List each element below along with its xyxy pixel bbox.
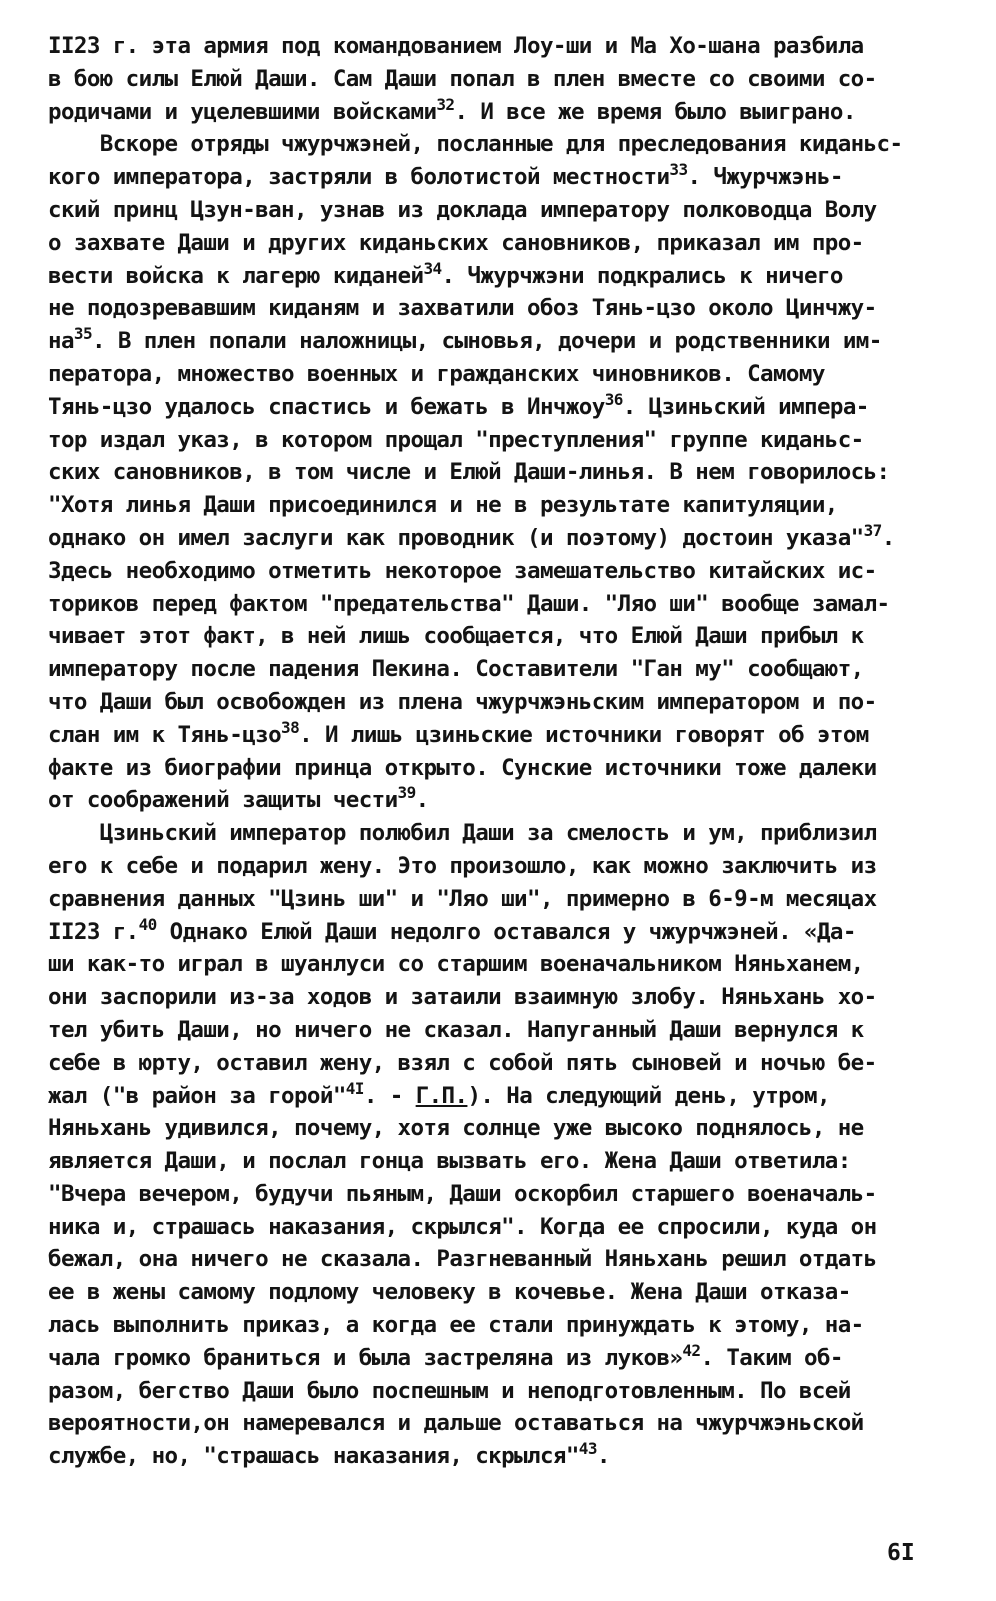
text-line xyxy=(48,1047,928,1080)
text-line xyxy=(48,30,928,63)
text-line xyxy=(48,1178,928,1211)
footnote-ref: 43 xyxy=(578,1439,597,1459)
text-segment: Однако Елюй Даши недолго оставался у чжурчжэней. «Да- xyxy=(156,918,856,945)
text-segment: на xyxy=(48,328,74,355)
footnote-ref: 34 xyxy=(423,258,442,278)
footnote-ref: 37 xyxy=(863,520,882,540)
footnote-ref: 4I xyxy=(345,1078,364,1098)
footnote-ref: 36 xyxy=(604,389,623,409)
text-segment: ский принц Цзун-ван, узнав из доклада императору полководца Волу xyxy=(48,196,877,223)
text-segment: ника и, страшась наказания, скрылся". Когда ее спросили, куда он xyxy=(48,1213,877,1240)
text-segment: слан им к Тянь-цзо xyxy=(48,721,282,748)
page-text xyxy=(48,30,928,1473)
text-segment: службе, но, "страшась наказания, скрылся" xyxy=(48,1443,579,1470)
text-segment: родичами и уцелевшими войсками xyxy=(48,98,437,125)
text-line xyxy=(48,620,928,653)
text-segment: ператора, множество военных и гражданских чиновников. Самому xyxy=(48,360,825,387)
text-segment: Тянь-цзо удалось спастись и бежать в Инчжоу xyxy=(48,393,605,420)
text-segment: тел убить Даши, но ничего не сказал. Напуганный Даши вернулся к xyxy=(48,1016,864,1043)
text-segment: о захвате Даши и других киданьских сановников, приказал им про- xyxy=(48,229,864,256)
footnote-ref: 42 xyxy=(682,1340,701,1360)
text-segment: ториков перед фактом "предательства" Даши. "Ляо ши" вообще замал- xyxy=(48,590,890,617)
text-line xyxy=(48,948,928,981)
text-line xyxy=(48,883,928,916)
text-line xyxy=(48,1112,928,1145)
text-segment: . xyxy=(596,1443,610,1470)
text-segment: . В плен попали наложницы, сыновья, дочери и родственники им- xyxy=(91,328,882,355)
text-line xyxy=(48,1342,928,1375)
text-segment: тор издал указ, в котором прощал "преступления" группе киданьс- xyxy=(48,426,864,453)
text-line xyxy=(48,1309,928,1342)
text-segment: бежал, она ничего не сказала. Разгневанный Няньхань решил отдать xyxy=(48,1246,877,1273)
text-line xyxy=(48,1276,928,1309)
text-line xyxy=(48,784,928,817)
author-initials: Г.П. xyxy=(415,1082,468,1109)
text-segment: является Даши, и послал гонца вызвать его. Жена Даши ответила: xyxy=(48,1148,851,1175)
footnote-ref: 38 xyxy=(281,717,300,737)
text-segment: . Чжурчжэнь- xyxy=(687,164,843,191)
text-segment: вести войска к лагерю киданей xyxy=(48,262,424,289)
text-segment: в бою силы Елюй Даши. Сам Даши попал в плен вместе со своими со- xyxy=(48,65,877,92)
text-segment: . Таким об- xyxy=(700,1344,843,1371)
text-segment: Здесь необходимо отметить некоторое замешательство китайских ис- xyxy=(48,557,877,584)
text-line xyxy=(48,227,928,260)
text-segment: от соображений защиты чести xyxy=(48,787,398,814)
text-segment: ских сановников, в том числе и Елюй Даши-линья. В нем говорилось: xyxy=(48,459,890,486)
footnote-ref: 35 xyxy=(73,324,92,344)
text-line xyxy=(48,194,928,227)
text-line xyxy=(48,555,928,588)
text-line xyxy=(48,1440,928,1473)
text-segment: сравнения данных "Цзинь ши" и "Ляо ши", примерно в 6-9-м месяцах xyxy=(48,885,877,912)
text-segment: ши как-то играл в шуанлуси со старшим военачальником Няньханем, xyxy=(48,951,864,978)
text-segment: Цзиньский император полюбил Даши за смелость и ум, приблизил xyxy=(48,820,877,847)
text-line xyxy=(48,1243,928,1276)
text-segment: "Хотя линья Даши присоединился и не в результате капитуляции, xyxy=(48,492,838,519)
page-number: 6I xyxy=(887,1540,915,1566)
text-segment: ). На следующий день, утром, xyxy=(467,1082,830,1109)
text-line xyxy=(48,1407,928,1440)
text-line xyxy=(48,424,928,457)
text-segment: . xyxy=(415,787,429,814)
text-line xyxy=(48,391,928,424)
text-line xyxy=(48,817,928,850)
text-segment: . И лишь цзиньские источники говорят об этом xyxy=(299,721,869,748)
text-line xyxy=(48,63,928,96)
text-line xyxy=(48,161,928,194)
text-segment: чивает этот факт, в ней лишь сообщается, что Елюй Даши прибыл к xyxy=(48,623,864,650)
text-line xyxy=(48,358,928,391)
text-line xyxy=(48,719,928,752)
text-segment: . И все же время было выиграно. xyxy=(454,98,856,125)
text-segment: II23 г. эта армия под командованием Лоу-ши и Ма Хо-шана разбила xyxy=(48,33,864,59)
text-segment: себе в юрту, оставил жену, взял с собой пять сыновей и ночью бе- xyxy=(48,1049,877,1076)
text-line xyxy=(48,96,928,129)
text-segment: они заспорили из-за ходов и затаили взаимную злобу. Няньхань хо- xyxy=(48,984,877,1011)
text-line xyxy=(48,489,928,522)
footnote-ref: 32 xyxy=(436,94,455,114)
footnote-ref: 33 xyxy=(669,160,688,180)
text-segment: факте из биографии принца открыто. Сунские источники тоже далеки xyxy=(48,754,877,781)
text-segment: кого императора, застряли в болотистой местности xyxy=(48,164,670,191)
text-segment: что Даши был освобожден из плена чжурчжэньским императором и по- xyxy=(48,688,877,715)
text-segment: Вскоре отряды чжурчжэней, посланные для преследования киданьс- xyxy=(48,131,903,158)
text-segment: чала громко браниться и была застреляна из луков» xyxy=(48,1344,683,1371)
text-segment: разом, бегство Даши было поспешным и неподготовленным. По всей xyxy=(48,1377,851,1404)
text-line xyxy=(48,456,928,489)
text-line xyxy=(48,1211,928,1244)
text-line xyxy=(48,522,928,555)
text-line xyxy=(48,686,928,719)
text-line xyxy=(48,653,928,686)
text-line xyxy=(48,1014,928,1047)
text-segment: ее в жены самому подлому человеку в кочевье. Жена Даши отказа- xyxy=(48,1279,851,1306)
text-line xyxy=(48,1145,928,1178)
text-line xyxy=(48,752,928,785)
text-line xyxy=(48,588,928,621)
text-segment: Няньхань удивился, почему, хотя солнце уже высоко поднялось, не xyxy=(48,1115,864,1142)
text-line xyxy=(48,916,928,949)
text-segment: . Чжурчжэни подкрались к ничего xyxy=(441,262,843,289)
text-segment: жал ("в район за горой" xyxy=(48,1082,346,1109)
text-segment: лась выполнить приказ, а когда ее стали принуждать к этому, на- xyxy=(48,1312,864,1339)
text-line xyxy=(48,325,928,358)
text-line xyxy=(48,981,928,1014)
text-line xyxy=(48,1080,928,1113)
footnote-ref: 40 xyxy=(138,914,157,934)
text-segment: его к себе и подарил жену. Это произошло, как можно заключить из xyxy=(48,852,877,879)
text-segment: однако он имел заслуги как проводник (и поэтому) достоин указа" xyxy=(48,524,864,551)
text-segment: императору после падения Пекина. Составители "Ган му" сообщают, xyxy=(48,656,864,683)
text-line xyxy=(48,128,928,161)
text-segment: II23 г. xyxy=(48,918,139,945)
text-segment: "Вчера вечером, будучи пьяным, Даши оскорбил старшего военачаль- xyxy=(48,1180,877,1207)
text-segment: . Цзиньский импера- xyxy=(622,393,869,420)
text-segment: вероятности,он намеревался и дальше оставаться на чжурчжэньской xyxy=(48,1410,864,1437)
text-segment: . xyxy=(881,524,895,551)
text-line xyxy=(48,850,928,883)
text-line xyxy=(48,1375,928,1408)
text-segment: . - xyxy=(363,1082,416,1109)
text-segment: не подозревавшим киданям и захватили обоз Тянь-цзо около Цинчжу- xyxy=(48,295,877,322)
text-line xyxy=(48,260,928,293)
footnote-ref: 39 xyxy=(397,783,416,803)
text-line xyxy=(48,292,928,325)
